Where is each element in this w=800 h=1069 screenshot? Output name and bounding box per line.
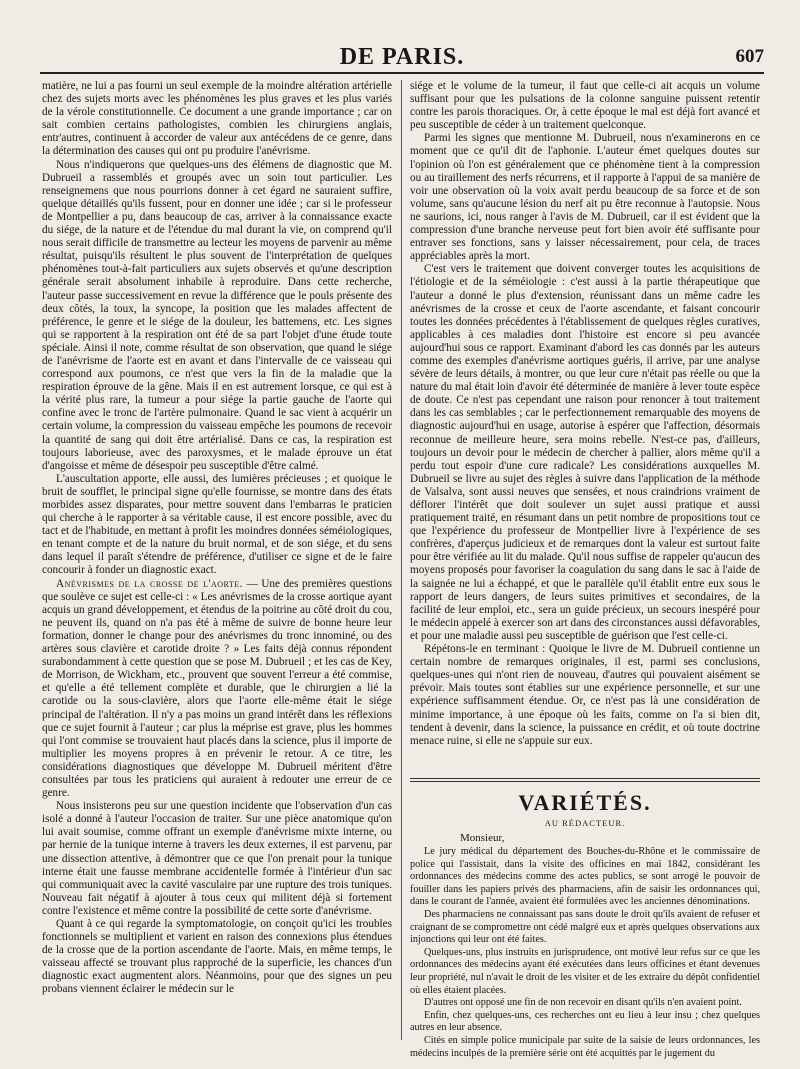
paragraph: Quant à ce qui regarde la symptomatologie, on conçoit qu'ici les troubles fonctionnels se multiplient et varient en raison des connexions plus étendues de la crosse que de la portion ascendante de l'aorte. Mais, en même temps, le vaisseau affecté se trouvant plus rapproché de la superficie, les chances d'un diagnostic exact augmentent alors. Néanmoins, pour que des signes un peu probans viennent éclairer le médecin sur le [42, 918, 392, 996]
page-title: DE PARIS. [339, 44, 465, 70]
section-heading: Anévrismes de la crosse de l'aorte. [56, 577, 243, 590]
paragraph: Nous insisterons peu sur une question incidente que l'observation d'un cas isolé a donné à l'auteur l'occasion de traiter. Sur une pièce anatomique qu'on lui avait soumise, comme offrant un exemple d'anévrisme mixte interne, ou par hernie de la tunique interne à travers les deux externes, il est parvenu, par une dissection attentive, à démontrer que ce que l'on prenait pour la tunique interne était une fausse membrane accidentelle formée à l'intérieur d'un sac qui communiquait avec la cavité vasculaire par une rupture des trois tuniques. Nouveau fait négatif à ajouter à tous ceux qui militent déjà si fortement contre l'existence et même contre la possibilité de cette sorte d'anévrisme. [42, 800, 392, 917]
letter-paragraph: D'autres ont opposé une fin de non recevoir en disant qu'ils n'en avaient point. [424, 997, 742, 1009]
letter-paragraph: Cités en simple police municipale par suite de la saisie de leurs ordonnances, les médecins inculpés de la première série ont été acquittés par le jugement du [410, 1034, 760, 1059]
section-separator-bottom [410, 781, 760, 782]
paragraph: Parmi les signes que mentionne M. Dubrueil, nous n'examinerons en ce moment que ce qu'il dit de l'aphonie. L'auteur émet quelques doutes sur l'opinion où l'on est généralement que ce phénomène tient à la compression ou au tiraillement des nerfs récurrens, et il rapporte à l'appui de sa manière de voir une observation où la voix avait perdu beaucoup de sa force et de son volume, sans qu'aucune lésion du nerf ait pu être reconnue à l'autopsie. Nous ne saurions, ici, nous ranger à l'avis de M. Dubrueil, car il est évident que la compression d'une branche nerveuse peut fort bien avoir été suffisante pour entraver ses fonctions, sans y laisser nécessairement, pour cela, de traces appréciables après la mort. [410, 132, 760, 263]
paragraph: L'auscultation apporte, elle aussi, des lumières précieuses ; et quoique le bruit de soufflet, le principal signe qu'elle fournisse, se montre dans des états morbides assez disparates, pour mettre souvent dans l'embarras le praticien qui cherche à le rapporter à sa véritable cause, il est encore possible, avec du tact et de l'habitude, en mettant à profit les moindres données séméiologiques, en tenant compte et de la nature du bruit normal, et de son siége, et du sens dans lequel il paraît s'étendre de préférence, d'utiliser ce signe et de le faire concourir à fonder un diagnostic exact. [42, 472, 392, 577]
left-column [42, 80, 392, 1040]
addressee-line: AU RÉDACTEUR. [544, 818, 626, 828]
paragraph: Nous n'indiquerons que quelques-uns des élémens de diagnostic que M. Dubrueil a rassemblés et groupés avec un soin tout particulier. Les renseignemens que nous pourrions donner à cet égard ne sauraient suffire, quelque détaillés qu'ils fussent, pour en donner une idée ; car si le professeur de Montpellier a pu, dans beaucoup de cas, arriver à la connaissance exacte du siége, de la nature et de l'étendue du mal durant la vie, on comprend qu'il nous serait difficile de transmettre au lecteur les moyens de parvenir au même résultat, puisqu'ils résultent le plus souvent de l'interprétation de quelques phénomènes tout-à-fait particuliers aux sujets observés et qu'une description générale serait absolument inhabile à reproduire. Dans cette recherche, l'auteur passe successivement en revue la différence que le pouls présente des deux côtés, la toux, la syncope, la position que les malades affectent de préférence, le genre et le siége de la douleur, les battemens, etc. Les signes qui se rapportent à la respiration ont été de sa part l'objet d'une étude toute spéciale. Ainsi il note, comme résultat de son observation, que quand le siége de l'anévrisme de l'aorte est en avant et dans l'intervalle de ce vaisseau qui correspond aux poumons, ce n'est que vers la fin de la maladie que la respiration éprouve de la gêne. Mais il en est autrement lorsque, ce qui est à la vérité plus rare, la tumeur a pour siége la partie gauche de l'aorte qui confine avec le tronc de l'artère pulmonaire. Quand le sac vient à acquérir un certain volume, la compression du vaisseau empêche les poumons de recevoir la quantité de sang qui doit être artérialisé. Dans ce cas, la respiration est toujours laborieuse, avec des paroxysmes, et le malade éprouve un état d'angoisse et même de désespoir peu susceptible d'être calmé. [42, 158, 392, 472]
section-text: — Une des premières questions que soulève ce sujet est celle-ci : « Les anévrismes de la crosse aortique ayant acquis un grand développement, et étendus de la poitrine au côté droit du cou, ne peuvent ils, quand on n'a pas été à même de suivre de bonne heure leur formation, donner le change pour des anévrismes du tronc innominé, ou des artères sous clavière et carotide droite ? » Les faits déjà connus répondent surabondamment à cette question que se pose M. Dubrueil ; et les cas de Key, de Morrison, de Wickham, etc., prouvent que souvent l'erreur a été commise, et qu'elle a été tellement complète et durable, que le chirurgien a lié la carotide ou la sous-clavière, alors que l'aorte elle-même était le siége principal de l'altération. Il n'y a pas moins un grand intérêt dans les réflexions que ce sujet fournit à l'auteur ; car plus la méprise est grave, plus les hommes qui l'ont commise se trouvaient haut placés dans la science, plus il importe de multiplier les moyens propres à en prévenir le retour. A ce titre, les considérations diagnostiques que développe M. Dubrueil méritent d'être consultées par tous les praticiens qui auraient à redouter une erreur de ce genre. [42, 577, 393, 800]
varietes-heading: VARIÉTÉS. [518, 790, 652, 815]
column-divider [401, 80, 402, 1040]
page-header [40, 40, 764, 70]
paragraph: siége et le volume de la tumeur, il faut que celle-ci ait acquis un volume suffisant pour que les pulsations de la colonne sanguine puissent retentir contre les parois thoraciques. Or, à cette époque le mal est déjà fort avancé et peu susceptible de céder à un traitement quelconque. [410, 80, 760, 132]
section-paragraph [42, 578, 392, 801]
paragraph: Répétons-le en terminant : Quoique le livre de M. Dubrueil contienne un certain nombre de remarques originales, il est, parmi ses conclusions, quelques-unes qui n'ont rien de nouveau, d'autres qui pouvaient aisément se prévoir. Mais toutes sont établies sur une expérience personnelle, et sur une expérience suffisamment étendue. Or, ce n'est pas là une considération de minime importance, à une époque où les faits, comme on l'a si bien dit, tendent à devenir, dans la science, la puissance en crédit, et où toute doctrine menace ruine, si elle ne s'appuie sur eux. [410, 643, 760, 747]
section-separator-top [410, 778, 760, 779]
letter-paragraph: Enfin, chez quelques-uns, ces recherches ont eu lieu à leur insu ; chez quelques autres en leur absence. [410, 1009, 760, 1034]
letter-paragraph: Quelques-uns, plus instruits en jurisprudence, ont motivé leur refus sur ce que les ordonnances des médecins ayant été exécutées dans leurs officines et étant devenues leur propriété, nul n'avait le droit de les visiter et de les extraire du dépôt confidentiel où elles étaient placées. [410, 946, 760, 996]
paragraph: C'est vers le traitement que doivent converger toutes les acquisitions de l'étiologie et de la séméiologie : c'est aussi à la partie thérapeutique que l'auteur a donné le plus d'extension, réunissant dans un même cadre les anévrismes de la crosse et ceux de l'aorte ascendante, et faisant concourir toutes les données précédentes à l'établissement de quelques règles curatives, applicables à ces maladies dont l'histoire est encore si peu avancée aujourd'hui sous ce rapport. Examinant d'abord les cas donnés par les auteurs comme des exemples d'anévrisme aortiques guéris, il arrive, par une analyse sévère de leurs détails, à montrer, ou que leur cure n'était pas réelle ou que la nature du mal était loin d'avoir été déterminée de manière à lever toute espèce de doute. Ce n'est pas cependant une raison pour renoncer à tout traitement dans les cas semblables ; car le perfectionnement remarquable des moyens de diagnostic aujourd'hui en usage, autorise à espérer que l'affection, désormais reconnue de meilleure heure, sera moins rebelle. N'est-ce pas, d'ailleurs, toujours un devoir pour le médecin de chercher à pallier, alors même qu'il a perdu tout espoir d'une cure radicale? Les considérations auxquelles M. Dubrueil se livre au sujet des règles à suivre dans l'application de la méthode de Valsalva, sont aussi neuves que sensées, et nous craindrions vraiment de déflorer l'intérêt que doit soulever un sujet aussi pratique et aussi pratiquement traité, en résumant dans un petit nombre de propositions tout ce que l'expérience du professeur de Montpellier livre à l'expérience de ses confrères, d'aperçus judicieux et de remarques dont la valeur est surtout faite pour être vérifiée au lit du malade. Qu'il nous suffise de rappeler qu'aucun des moyens proposés pour favoriser la coagulation du sang dans le sac à l'aide de la saignée ne lui a échappé, et que le parallèle qu'il établit entre eux sous le rapport de leurs dangers, de leurs suites primitives et secondaires, de la facilité de leur emploi, etc., sera un guide précieux, un secours inespéré pour le médecin appelé à exercer son art dans des circonstances aussi défavorables, et pour une maladie aussi peu susceptible de guérison que l'est celle-ci. [410, 263, 760, 642]
right-column [410, 80, 760, 770]
header-rule [40, 72, 764, 74]
salutation: Monsieur, [460, 832, 505, 844]
letter-paragraph: Des pharmaciens ne connaissant pas sans doute le droit qu'ils avaient de refuser et craignant de se compromettre ont cédé malgré eux et après quelques observations aux injonctions qui leur ont été faites. [410, 908, 760, 946]
letter-paragraph: Le jury médical du département des Bouches-du-Rhône et le commissaire de police qui l'assistait, dans la visite des officines en mai 1842, considérant les ordonnances des médecins comme des actes publics, se sont arrogé le pouvoir de fouiller dans les papiers privés des pharmaciens, afin de saisir les ordonnances qui, dans le courant de l'année, avaient été formulées avec les anciennes dénominations. [410, 846, 760, 908]
paragraph: matière, ne lui a pas fourni un seul exemple de la moindre altération artérielle chez des sujets morts avec les phénomènes les plus graves et les plus variés de la vérole constitutionnelle. Ce document a une grande importance ; car on sait combien certains pathologistes, combien les chirurgiens anglais, entr'autres, continuent à accorder de valeur aux antécédens de ce genre, dans la détermination des causes qui ont pu produire l'anévrisme. [42, 80, 392, 158]
page-number: 607 [735, 46, 764, 67]
letter-body [410, 846, 760, 1059]
